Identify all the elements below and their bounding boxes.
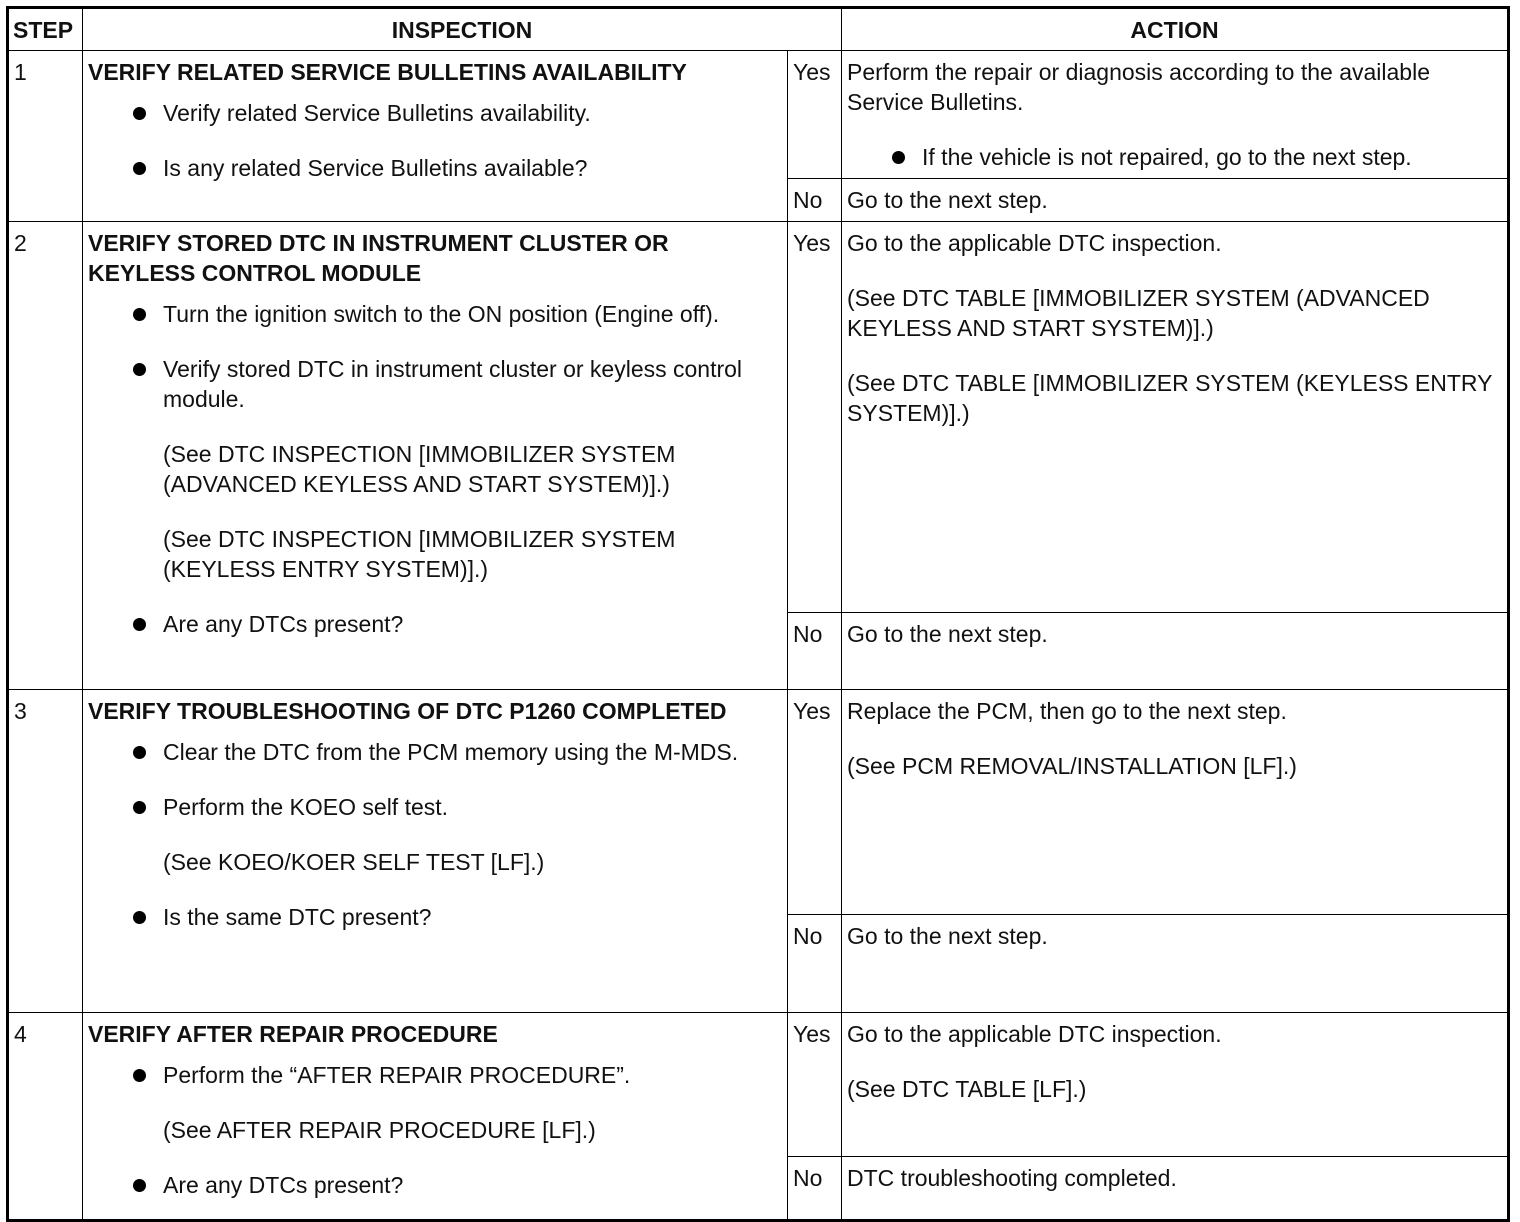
- step-4-no-action: DTC troubleshooting completed.: [842, 1157, 1509, 1221]
- step-number: 3: [8, 690, 83, 1013]
- step-2-yes-action: [842, 222, 1509, 613]
- step-number: 2: [8, 222, 83, 690]
- action-text: Go to the applicable DTC inspection.: [847, 1021, 1222, 1047]
- inspection-question: Is any related Service Bulletins available?: [88, 153, 782, 183]
- reference-note: (See DTC TABLE [IMMOBILIZER SYSTEM (KEYLESS ENTRY SYSTEM)].): [847, 370, 1493, 426]
- step-title: VERIFY AFTER REPAIR PROCEDURE: [88, 1021, 498, 1047]
- step-number: 4: [8, 1013, 83, 1221]
- step-number: 1: [8, 51, 83, 222]
- step-4-yes-action: [842, 1013, 1509, 1157]
- reference-note: (See AFTER REPAIR PROCEDURE [LF].): [163, 1117, 596, 1143]
- reference-note: (See KOEO/KOER SELF TEST [LF].): [163, 849, 545, 875]
- step-3-no-action: Go to the next step.: [842, 915, 1509, 1013]
- step-1-inspection: [83, 51, 788, 222]
- no-label: No: [788, 613, 842, 690]
- reference-note: (See PCM REMOVAL/INSTALLATION [LF].): [847, 753, 1297, 779]
- no-label: No: [788, 179, 842, 222]
- step-title: VERIFY RELATED SERVICE BULLETINS AVAILABILITY: [88, 59, 687, 85]
- inspection-bullet: Turn the ignition switch to the ON position (Engine off).: [88, 299, 782, 329]
- step-2-inspection: [83, 222, 788, 690]
- yes-label: Yes: [788, 222, 842, 613]
- yes-label: Yes: [788, 690, 842, 915]
- step-2-yes-row: [8, 222, 1509, 613]
- header-inspection: INSPECTION: [83, 8, 842, 51]
- inspection-question: Are any DTCs present?: [88, 609, 782, 639]
- step-1-yes-action: [842, 51, 1509, 179]
- inspection-bullet: Verify stored DTC in instrument cluster or keyless control module.: [88, 354, 782, 414]
- reference-note: (See DTC TABLE [IMMOBILIZER SYSTEM (ADVANCED KEYLESS AND START SYSTEM)].): [847, 285, 1430, 341]
- header-action: ACTION: [842, 8, 1509, 51]
- header-row: [8, 8, 1509, 51]
- step-title: VERIFY TROUBLESHOOTING OF DTC P1260 COMPLETED: [88, 698, 727, 724]
- step-3-yes-row: [8, 690, 1509, 915]
- step-3-yes-action: [842, 690, 1509, 915]
- inspection-bullet: Verify related Service Bulletins availability.: [88, 98, 782, 128]
- inspection-bullet: Perform the “AFTER REPAIR PROCEDURE”.: [88, 1060, 782, 1090]
- action-text: Go to the applicable DTC inspection.: [847, 230, 1222, 256]
- inspection-bullet: Perform the KOEO self test.: [88, 792, 782, 822]
- action-bullet: If the vehicle is not repaired, go to the next step.: [847, 142, 1502, 172]
- no-label: No: [788, 1157, 842, 1221]
- step-4-inspection: [83, 1013, 788, 1221]
- inspection-bullet: Clear the DTC from the PCM memory using the M-MDS.: [88, 737, 782, 767]
- step-3-inspection: [83, 690, 788, 1013]
- step-2-no-action: Go to the next step.: [842, 613, 1509, 690]
- step-4-yes-row: [8, 1013, 1509, 1157]
- reference-note: (See DTC TABLE [LF].): [847, 1076, 1087, 1102]
- action-text: Replace the PCM, then go to the next step.: [847, 698, 1287, 724]
- action-text: Perform the repair or diagnosis according to the available Service Bulletins.: [847, 59, 1431, 115]
- step-1-yes-row: [8, 51, 1509, 179]
- step-1-no-action: Go to the next step.: [842, 179, 1509, 222]
- step-title: VERIFY STORED DTC IN INSTRUMENT CLUSTER OR KEYLESS CONTROL MODULE: [88, 230, 669, 286]
- header-step: STEP: [8, 8, 83, 51]
- reference-note: (See DTC INSPECTION [IMMOBILIZER SYSTEM (ADVANCED KEYLESS AND START SYSTEM)].): [163, 441, 676, 497]
- inspection-question: Are any DTCs present?: [88, 1170, 782, 1200]
- no-label: No: [788, 915, 842, 1013]
- yes-label: Yes: [788, 51, 842, 179]
- procedure-table: [6, 6, 1510, 1222]
- yes-label: Yes: [788, 1013, 842, 1157]
- reference-note: (See DTC INSPECTION [IMMOBILIZER SYSTEM (KEYLESS ENTRY SYSTEM)].): [163, 526, 676, 582]
- inspection-question: Is the same DTC present?: [88, 902, 782, 932]
